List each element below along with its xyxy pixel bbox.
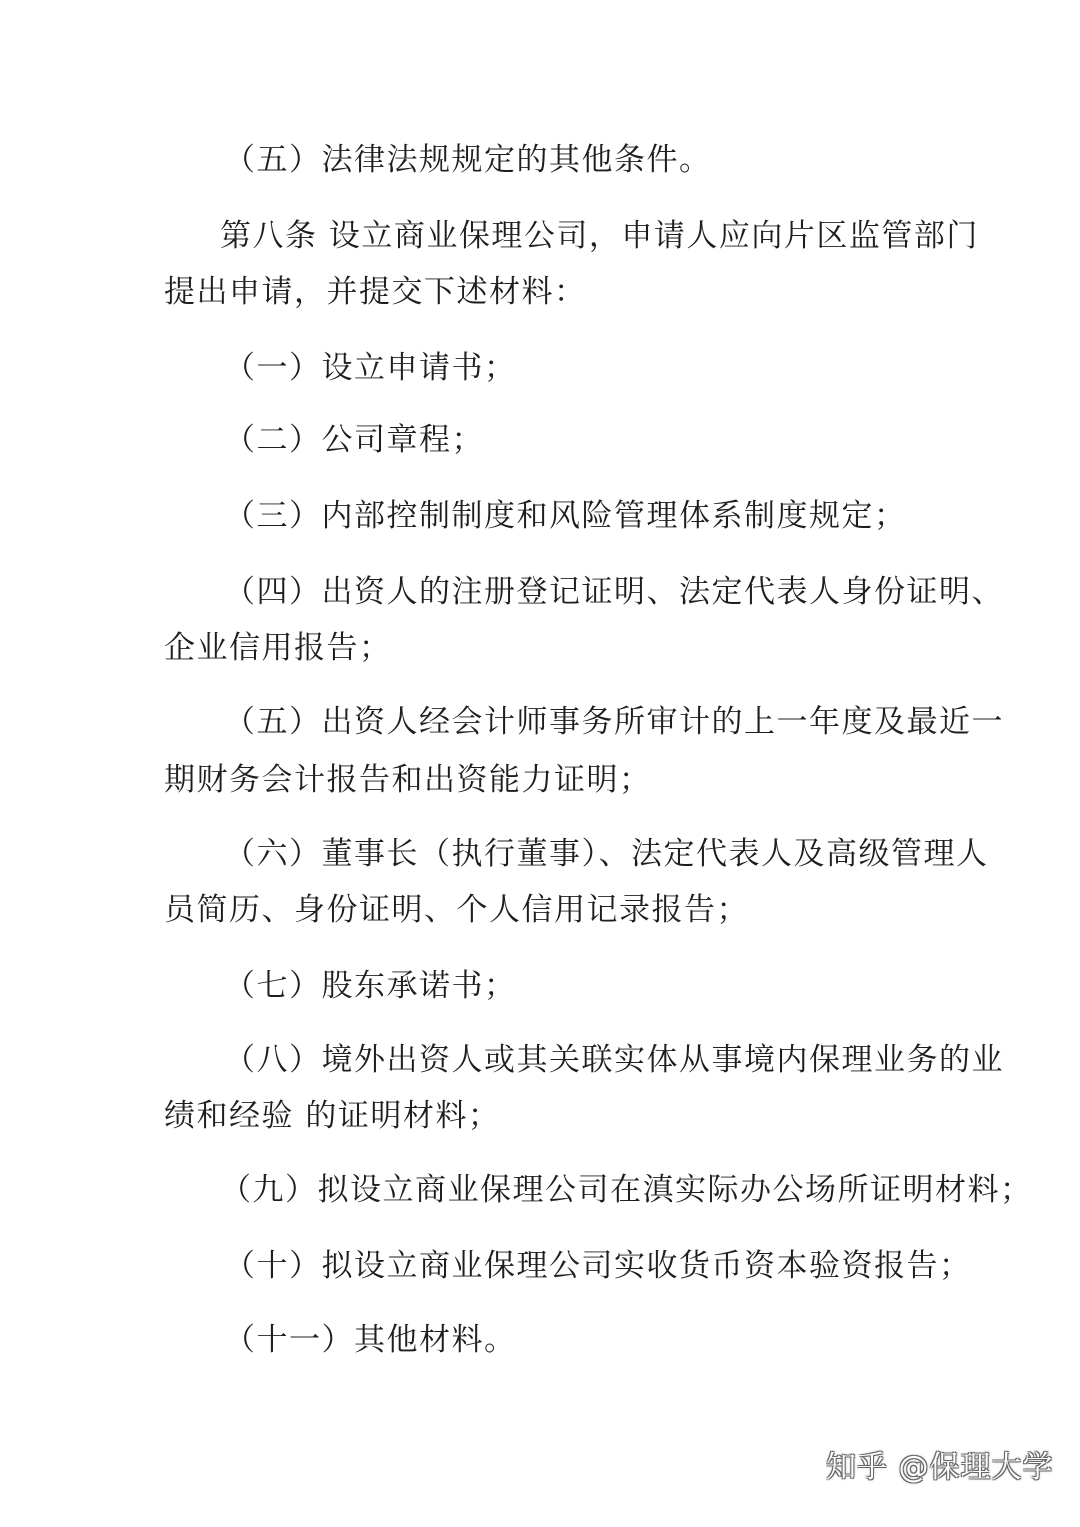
article-8-line-2: 提出申请，并提交下述材料： bbox=[164, 274, 587, 310]
item-11: （十一）其他材料。 bbox=[224, 1322, 517, 1358]
item-5-line-2: 期财务会计报告和出资能力证明； bbox=[164, 762, 652, 798]
item-9: （九）拟设立商业保理公司在滇实际办公场所证明材料； bbox=[220, 1172, 1033, 1208]
item-6-line-2: 员简历、身份证明、个人信用记录报告； bbox=[164, 892, 749, 928]
article-8-line-1: 第八条 设立商业保理公司，申请人应向片区监管部门 bbox=[220, 218, 979, 254]
item-7: （七）股东承诺书； bbox=[224, 968, 517, 1004]
item-5-line-1: （五）出资人经会计师事务所审计的上一年度及最近一 bbox=[224, 704, 1004, 740]
item-10: （十）拟设立商业保理公司实收货币资本验资报告； bbox=[224, 1248, 972, 1284]
item-8-line-1: （八）境外出资人或其关联实体从事境内保理业务的业 bbox=[224, 1042, 1004, 1078]
item-3: （三）内部控制制度和风险管理体系制度规定； bbox=[224, 498, 907, 534]
zhihu-watermark: 知乎 @保理大学 bbox=[826, 1450, 1054, 1485]
item-4-line-2: 企业信用报告； bbox=[164, 630, 392, 666]
item-8-line-2: 绩和经验 的证明材料； bbox=[164, 1098, 501, 1134]
item-6-line-1: （六）董事长（执行董事）、法定代表人及高级管理人 bbox=[224, 836, 989, 872]
item-1: （一）设立申请书； bbox=[224, 350, 517, 386]
item-2: （二）公司章程； bbox=[224, 422, 484, 458]
clause-5-other-conditions: （五）法律法规规定的其他条件。 bbox=[224, 142, 712, 178]
item-4-line-1: （四）出资人的注册登记证明、法定代表人身份证明、 bbox=[224, 574, 1004, 610]
